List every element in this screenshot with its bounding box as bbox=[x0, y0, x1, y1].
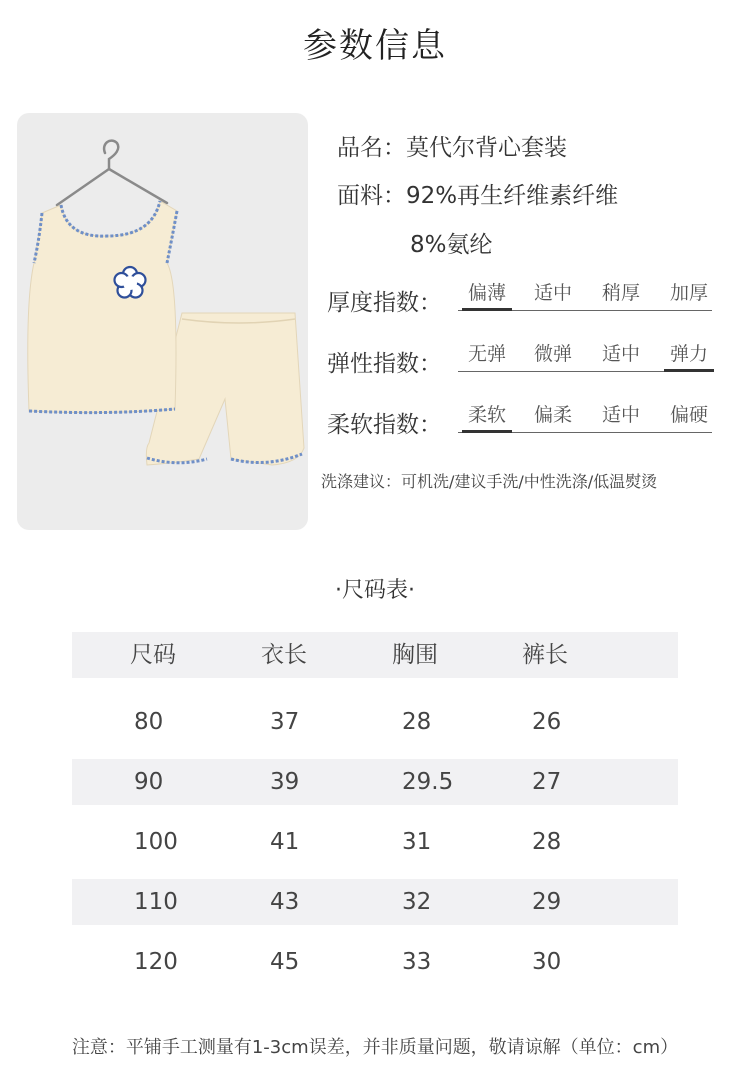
product-fabric-extra: 8%氨纶 bbox=[410, 232, 493, 258]
cell-chest: 28 bbox=[402, 709, 432, 735]
measurement-note: 注意：平铺手工测量有1-3cm误差，并非质量问题，敬请谅解（单位：cm） bbox=[71, 1037, 679, 1058]
elasticity-option-4: 弹力 bbox=[662, 339, 716, 366]
header-length: 衣长 bbox=[261, 642, 307, 668]
cell-size: 100 bbox=[134, 829, 178, 855]
header-pants-length: 裤长 bbox=[522, 642, 568, 668]
cell-pants-length: 29 bbox=[532, 889, 562, 915]
header-chest: 胸围 bbox=[392, 642, 438, 668]
cell-chest: 32 bbox=[402, 889, 432, 915]
thickness-option-4: 加厚 bbox=[669, 282, 708, 304]
softness-label: 柔软指数： bbox=[327, 412, 442, 438]
hanger-icon bbox=[57, 141, 167, 205]
cell-pants-length: 30 bbox=[532, 949, 562, 975]
thickness-option-3: 稍厚 bbox=[601, 282, 640, 304]
thickness-label: 厚度指数： bbox=[327, 290, 442, 316]
thickness-scale bbox=[458, 278, 712, 311]
vest-illustration bbox=[28, 201, 177, 413]
cell-chest: 33 bbox=[402, 949, 432, 975]
table-row bbox=[72, 879, 678, 925]
product-fabric: 面料：92%再生纤维素纤维 bbox=[337, 183, 619, 209]
cell-size: 110 bbox=[134, 889, 178, 915]
table-row bbox=[72, 699, 678, 745]
thickness-option-2: 适中 bbox=[533, 282, 572, 304]
elasticity-label: 弹性指数： bbox=[327, 351, 442, 377]
header-size: 尺码 bbox=[130, 642, 176, 668]
table-header-row bbox=[72, 632, 678, 678]
size-table bbox=[72, 632, 678, 985]
softness-option-2: 偏柔 bbox=[533, 404, 572, 426]
cell-length: 37 bbox=[270, 709, 300, 735]
wash-advice: 洗涤建议：可机洗/建议手洗/中性洗涤/低温熨烫 bbox=[321, 472, 658, 491]
softness-option-1: 柔软 bbox=[460, 400, 514, 427]
cell-length: 41 bbox=[270, 829, 300, 855]
elasticity-option-3: 适中 bbox=[601, 343, 640, 365]
cell-chest: 29.5 bbox=[402, 769, 454, 795]
cell-length: 39 bbox=[270, 769, 300, 795]
softness-option-4: 偏硬 bbox=[669, 404, 708, 426]
cell-pants-length: 28 bbox=[532, 829, 562, 855]
softness-scale bbox=[458, 400, 712, 433]
softness-option-3: 适中 bbox=[601, 404, 640, 426]
cell-size: 120 bbox=[134, 949, 178, 975]
cell-size: 80 bbox=[134, 709, 164, 735]
cell-size: 90 bbox=[134, 769, 164, 795]
table-row bbox=[72, 819, 678, 865]
cell-length: 43 bbox=[270, 889, 300, 915]
elasticity-scale bbox=[458, 339, 712, 372]
table-row bbox=[72, 939, 678, 985]
cell-pants-length: 27 bbox=[532, 769, 562, 795]
page-title: 参数信息 bbox=[303, 26, 447, 66]
product-name: 品名：莫代尔背心套装 bbox=[337, 135, 567, 161]
thickness-option-1: 偏薄 bbox=[460, 278, 514, 305]
table-row bbox=[72, 759, 678, 805]
cell-pants-length: 26 bbox=[532, 709, 562, 735]
elasticity-option-1: 无弹 bbox=[467, 343, 506, 365]
size-table-title: ·尺码表· bbox=[335, 578, 415, 603]
elasticity-option-2: 微弹 bbox=[533, 343, 572, 365]
cell-chest: 31 bbox=[402, 829, 432, 855]
cell-length: 45 bbox=[270, 949, 300, 975]
product-photo bbox=[17, 113, 308, 530]
